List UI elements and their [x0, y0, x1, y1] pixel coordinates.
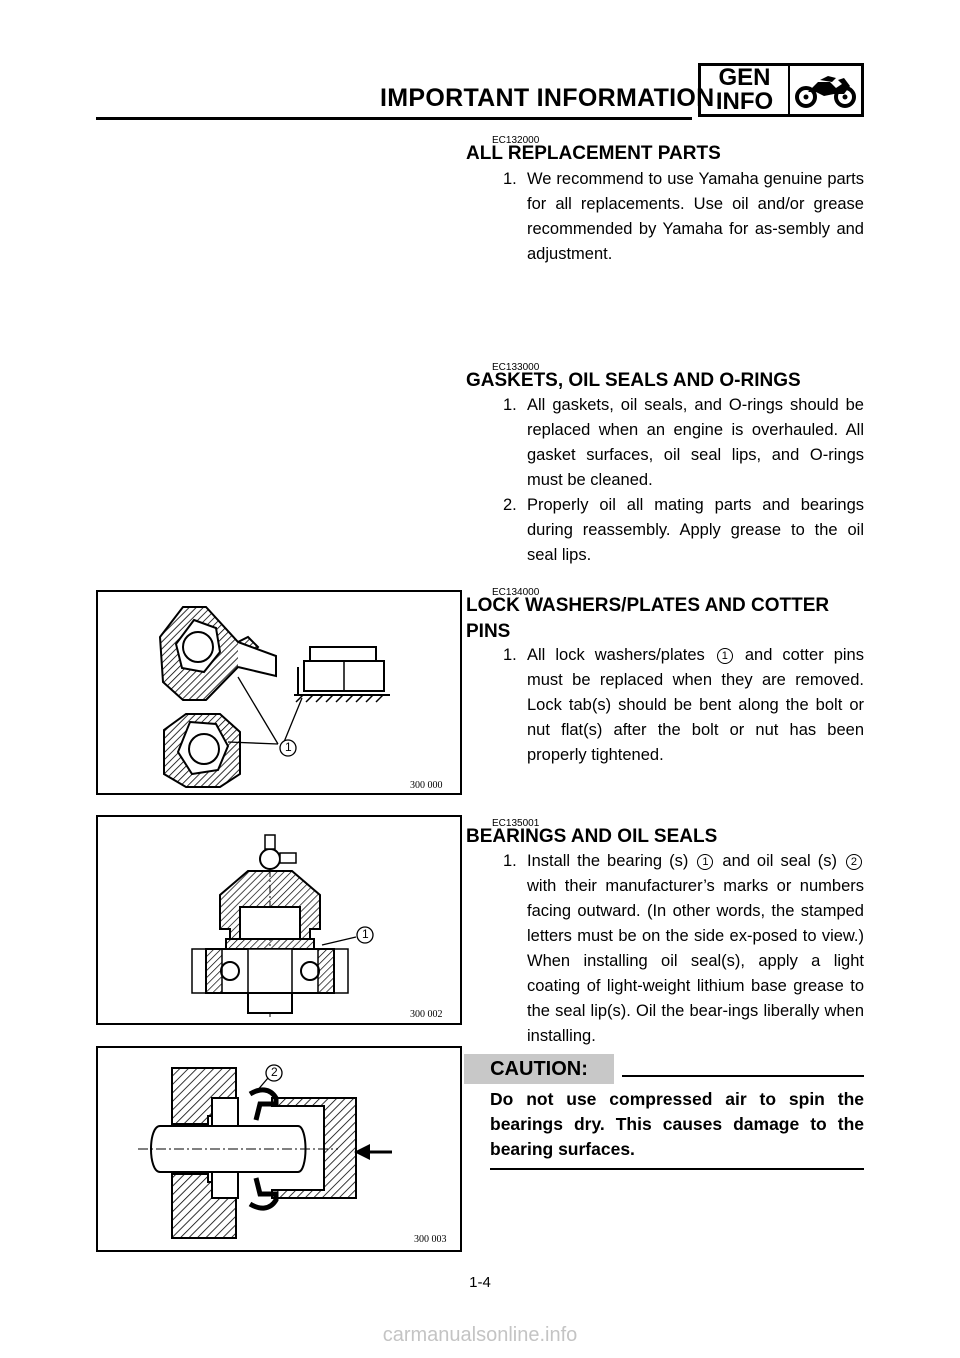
section-code: EC133000 [492, 362, 540, 373]
section-heading: GASKETS, OIL SEALS AND O-RINGS [466, 370, 801, 391]
list-item [490, 167, 864, 267]
section-badge-label [701, 66, 790, 114]
badge-line-1: GEN [718, 64, 771, 91]
caution-label: CAUTION: [464, 1054, 614, 1084]
text-segment: and cotter pins must be replaced when they are removed. Lock tab(s) should be bent along the bolt or nut flat(s) after the bolt or nut has been properly tightened. [527, 646, 864, 764]
list-item-text [527, 643, 864, 768]
caution-rule [622, 1075, 864, 1077]
section-heading-line-2: PINS [466, 621, 511, 642]
list-item-text: Properly oil all mating parts and bearings during reassembly. Apply grease to the oil seal lips. [527, 496, 864, 564]
figure-callout: 2 [271, 1065, 278, 1079]
section-heading: BEARINGS AND OIL SEALS [466, 826, 718, 847]
figure-oil-seal [96, 1046, 462, 1252]
figure-bearing [96, 815, 462, 1025]
figure-code: 300 000 [410, 780, 443, 791]
list-item-text: We recommend to use Yamaha genuine parts for all replacements. Use oil and/or grease recommended by Yamaha for as-sembly and adjustment. [527, 170, 864, 263]
motorcycle-icon [790, 66, 861, 114]
caution-text: Do not use compressed air to spin the bearings dry. This causes damage to the bearing surfaces. [490, 1089, 864, 1159]
list-item [490, 849, 864, 1049]
callout-ref: 1 [717, 648, 733, 664]
oil-seal-illustration [98, 1048, 460, 1250]
section-heading: ALL REPLACEMENT PARTS [466, 143, 721, 164]
list-item-text [527, 849, 864, 1049]
text-segment: Install the bearing (s) [527, 852, 689, 870]
text-segment: All lock washers/plates [527, 646, 705, 664]
section-code: EC134000 [492, 587, 540, 598]
callout-ref: 2 [846, 854, 862, 870]
list-item [490, 393, 864, 493]
page-number: 1-4 [469, 1274, 491, 1291]
figure-lock-washers [96, 590, 462, 795]
caution-end-rule [490, 1168, 864, 1170]
figure-callout: 1 [362, 927, 369, 941]
list-item-number: 1. [503, 396, 517, 414]
list-item [490, 643, 864, 768]
figure-code: 300 003 [414, 1234, 447, 1245]
callout-ref: 1 [697, 854, 713, 870]
figure-callout: 1 [285, 740, 292, 754]
badge-line-2: INFO [715, 88, 774, 115]
header-rule [96, 117, 692, 120]
section-code: EC132000 [492, 135, 540, 146]
list-item-number: 1. [503, 170, 517, 188]
list-item [490, 493, 864, 568]
section-code: EC135001 [492, 818, 540, 829]
text-segment: and oil seal (s) [722, 852, 837, 870]
text-segment: with their manufacturer’s marks or numbers facing outward. (In other words, the stamped letters must be on the side ex-posed to view.) When installing oil seal(s), apply a light coating of light-weight lithium base grease to the seal lip(s). Oil the bear-ings liberally when installing. [527, 877, 864, 1045]
list-item-text: All gaskets, oil seals, and O-rings should be replaced when an engine is overhauled. All gasket surfaces, oil seal lips, and O-rings must be cleaned. [527, 396, 864, 489]
watermark: carmanualsonline.info [382, 1324, 578, 1346]
page-header-title: IMPORTANT INFORMATION [380, 84, 715, 112]
lock-washer-illustration [98, 592, 460, 793]
list-item-number: 1. [503, 852, 517, 870]
list-item-number: 1. [503, 646, 517, 664]
section-heading-line-1: LOCK WASHERS/PLATES AND COTTER [466, 595, 830, 616]
list-item-number: 2. [503, 496, 517, 514]
figure-code: 300 002 [410, 1009, 443, 1020]
section-badge [698, 63, 864, 117]
bearing-illustration [98, 817, 460, 1023]
